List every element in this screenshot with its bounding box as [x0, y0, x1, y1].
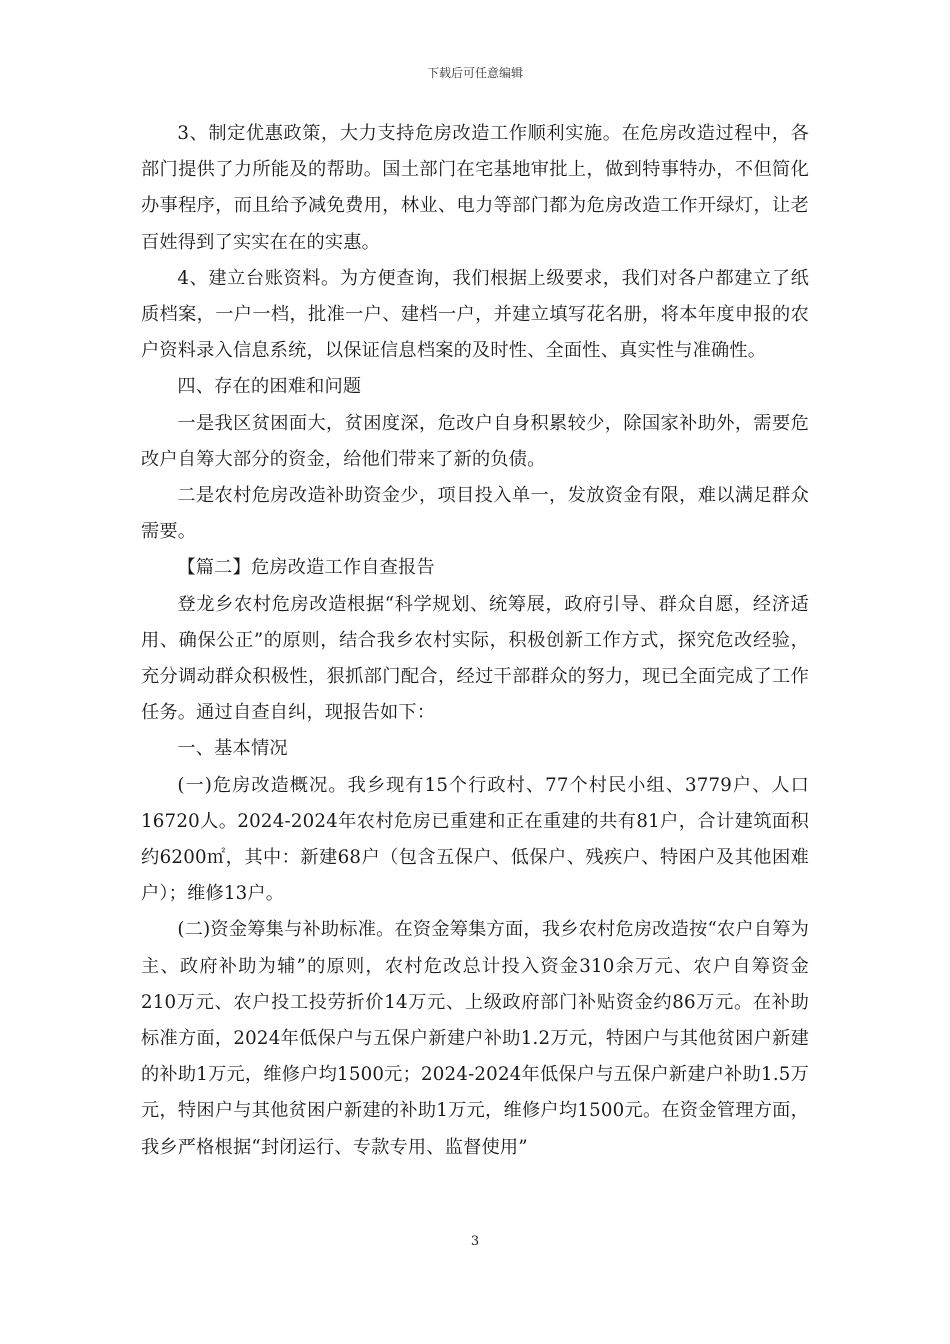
article-title-part-two: 【篇二】危房改造工作自查报告 — [177, 557, 435, 579]
paragraph-funding-standards: (二)资金筹集与补助标准。在资金筹集方面，我乡农村危房改造按“农户自筹为主、政府补助为辅”的原则，农村危改总计投入资金310余万元、农户自筹资金210万元、农户投工投劳折价14万元、上级政府部门补贴资金约86万元。在补助标准方面，2024年低保户与五保户新建户补助1.2万元，特困户与其他贫困户新建的补助1万元，维修户均1500元；2024-2024年低保户与五保户新建户补助1.5万元，特困户与其他贫困户新建的补助1万元，维修户均1500元。在资金管理方面，我乡严格根据“封闭运行、专款专用、监督使用” — [141, 919, 809, 1158]
paragraph-difficulty-two: 二是农村危房改造补助资金少，项目投入单一，发放资金有限，难以满足群众需要。 — [141, 485, 809, 543]
paragraph-renovation-overview: (一)危房改造概况。我乡现有15个行政村、77个村民小组、3779户、人口16720人。2024-2024年农村危房已重建和正在重建的共有81户，合计建筑面积约6200㎡，其中：新建68户（包含五保户、低保户、残疾户、特困户及其他困难户）；维修13户。 — [141, 774, 809, 905]
paragraph-difficulty-one: 一是我区贫困面大，贫困度深，危改户自身积累较少，除国家补助外，需要危改户自筹大部分的资金，给他们带来了新的负债。 — [141, 412, 809, 470]
paragraph-introduction: 登龙乡农村危房改造根据“科学规划、统筹展，政府引导、群众自愿，经济适用、确保公正”的原则，结合我乡农村实际，积极创新工作方式，探究危改经验，充分调动群众积极性，狠抓部门配合，经过干部群众的努力，现已全面完成了工作任务。通过自查自纠，现报告如下： — [141, 593, 809, 724]
section-heading-difficulties: 四、存在的困难和问题 — [177, 376, 362, 398]
paragraph-preferential-policy: 3、制定优惠政策，大力支持危房改造工作顺利实施。在危房改造过程中，各部门提供了力所能及的帮助。国土部门在宅基地审批上，做到特事特办，不但简化办事程序，而且给予减免费用，林业、电力等部门都为危房改造工作开绿灯，让老百姓得到了实实在在的实惠。 — [141, 123, 809, 253]
page-header: 下载后可任意编辑 — [426, 66, 523, 80]
section-heading-basic-situation: 一、基本情况 — [177, 738, 288, 760]
document-body — [141, 116, 809, 1166]
page-number: 3 — [470, 1234, 480, 1249]
paragraph-ledger-records: 4、建立台账资料。为方便查询，我们根据上级要求，我们对各户都建立了纸质档案，一户一档，批准一户、建档一户，并建立填写花名册，将本年度申报的农户资料录入信息系统，以保证信息档案的及时性、全面性、真实性与准确性。 — [141, 267, 809, 362]
